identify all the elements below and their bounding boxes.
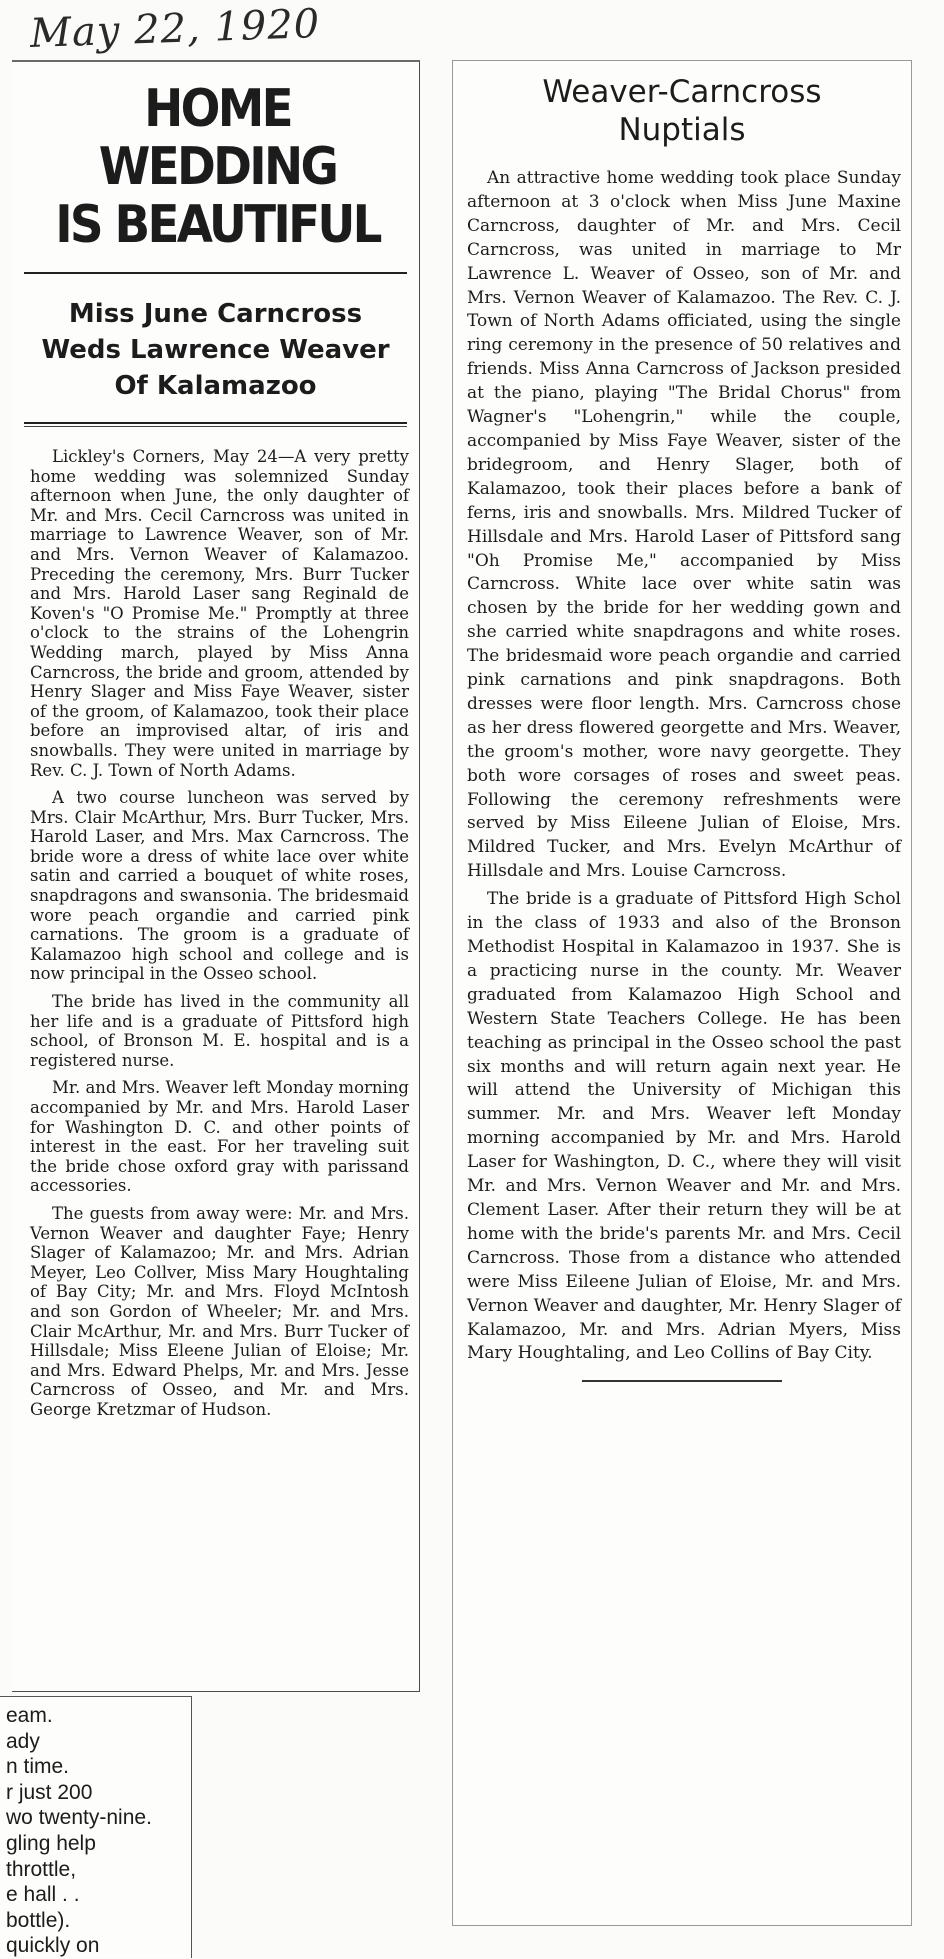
right-title-line-2: Nuptials bbox=[618, 112, 746, 148]
article-end-rule bbox=[582, 1380, 782, 1382]
right-title bbox=[461, 73, 903, 149]
left-paragraph: The guests from away were: Mr. and Mrs. Vernon Weaver and daughter Faye; Henry Slager of Kalamazoo; Mr. and Mrs. Adrian Meyer, Leo Collver, Miss Mary Houghtaling of Bay City; Mr. and Mrs. Floyd McIntosh and son Gordon of Wheeler; Mr. and Mrs. Clair McArthur, Mr. and Mrs. Burr Tucker of Hillsdale; Miss Eleene Julian of Eloise; Mr. and Mrs. Edward Phelps, Mr. and Mrs. Jesse Carncross of Osseo, and Mr. and Mrs. George Kretzmar of Hudson. bbox=[30, 1203, 409, 1419]
right-article-clipping bbox=[452, 60, 912, 1926]
left-article-body bbox=[30, 447, 409, 1420]
fragment-line: wo twenty-nine. bbox=[6, 1806, 152, 1830]
fragment-line: n time. bbox=[6, 1755, 70, 1779]
left-article-clipping bbox=[12, 60, 420, 1692]
fragment-line: ady bbox=[6, 1729, 40, 1753]
headline-line-1: HOME WEDDING bbox=[98, 79, 337, 197]
fragment-line: eam. bbox=[6, 1704, 53, 1727]
fragment-line: e hall . . bbox=[6, 1883, 80, 1907]
subhead-rule bbox=[24, 422, 407, 424]
right-paragraph: The bride is a graduate of Pittsford High Schol in the class of 1933 and also of the Bronson Methodist Hospital in Kalamazoo in 1937. She is a practicing nurse in the county. Mr. Weaver graduated from Kalamazoo High School and Western State Teachers College. He has been teaching as principal in the Osseo school the past six months and will return again next year. He will attend the University of Michigan this summer. Mr. and Mrs. Weaver left Monday morning accompanied by Mr. and Mrs. Harold Laser for Washington, D. C., where they will visit Mr. and Mrs. Vernon Weaver and Mr. and Mrs. Clement Laser. After their return they will be at home with the bride's parents Mr. and Mrs. Cecil Carncross. Those from a distance who attended were Miss Eileene Julian of Eloise, Mr. and Mrs. Vernon Weaver and daughter, Mr. Henry Slager of Kalamazoo, Mr. and Mrs. Adrian Myers, Miss Mary Houghtaling, and Leo Collins of Bay City. bbox=[467, 889, 901, 1364]
left-subhead bbox=[18, 296, 413, 404]
left-headline bbox=[45, 80, 390, 254]
headline-rule bbox=[24, 272, 407, 274]
fragment-line: gling help bbox=[6, 1831, 96, 1855]
left-paragraph: A two course luncheon was served by Mrs. Clair McArthur, Mrs. Burr Tucker, Mrs. Harold Laser, and Mrs. Max Carncross. The bride wore a dress of white lace over white satin and carried a bouquet of white roses, snapdragons and swansonia. The bridesmaid wore peach organdie and carried pink carnations. The groom is a graduate of Kalamazoo high school and college and is now principal in the Osseo school. bbox=[30, 788, 409, 984]
subhead-line-1: Miss June Carncross bbox=[68, 299, 363, 329]
right-article-body bbox=[467, 167, 901, 1366]
handwritten-date: May 22, 1920 bbox=[29, 0, 321, 58]
right-title-line-1: Weaver-Carncross bbox=[542, 74, 822, 110]
subhead-rule-thin bbox=[24, 426, 407, 427]
subhead-line-3: Of Kalamazoo bbox=[114, 371, 317, 401]
fragment-line: r just 200 bbox=[6, 1780, 93, 1804]
fragment-text bbox=[6, 1703, 191, 1959]
fragment-line: quickly on bbox=[6, 1934, 100, 1958]
left-paragraph: The bride has lived in the community all her life and is a graduate of Pittsford high school, of Bronson M. E. hospital and is a registered nurse. bbox=[30, 992, 409, 1070]
fragment-clipping bbox=[0, 1696, 192, 1958]
right-paragraph: An attractive home wedding took place Sunday afternoon at 3 o'clock when Miss June Maxine Carncross, daughter of Mr. and Mrs. Cecil Carncross, was united in marriage to Mr Lawrence L. Weaver of Osseo, son of Mr. and Mrs. Vernon Weaver of Kalamazoo. The Rev. C. J. Town of North Adams officiated, using the single ring ceremony in the presence of 50 relatives and friends. Miss Anna Carncross of Jackson presided at the piano, playing "The Bridal Chorus" from Wagner's "Lohengrin," while the couple, accompanied by Miss Faye Weaver, sister of the bridegroom, and Henry Slager, both of Kalamazoo, took their places before a bank of ferns, iris and snowballs. Mrs. Mildred Tucker of Hillsdale and Mrs. Harold Laser of Pittsford sang "Oh Promise Me," accompanied by Miss Carncross. White lace over white satin was chosen by the bride for her wedding gown and she carried white snapdragons and white roses. The bridesmaid wore peach organdie and carried pink carnations and pink snapdragons. Both dresses were floor length. Mrs. Carncross chose as her dress flowered georgette and Mrs. Weaver, the groom's mother, wore navy georgette. They both wore corsages of roses and sweet peas. Following the ceremony refreshments were served by Miss Eileene Julian of Eloise, Mrs. Mildred Tucker, and Mrs. Evelyn McArthur of Hillsdale and Mrs. Louise Carncross. bbox=[467, 168, 901, 882]
fragment-line: bottle). bbox=[6, 1908, 71, 1932]
subhead-line-2: Weds Lawrence Weaver bbox=[41, 335, 390, 365]
left-paragraph: Mr. and Mrs. Weaver left Monday morning accompanied by Mr. and Mrs. Harold Laser for Washington D. C. and other points of interest in the east. For her traveling suit the bride chose oxford gray with parissand accessories. bbox=[30, 1078, 409, 1196]
fragment-line: throttle, bbox=[6, 1857, 77, 1881]
headline-line-2: IS BEAUTIFUL bbox=[55, 195, 380, 255]
left-paragraph: Lickley's Corners, May 24—A very pretty home wedding was solemnized Sunday afternoon when June, the only daughter of Mr. and Mrs. Cecil Carncross was united in marriage to Lawrence Weaver, son of Mr. and Mrs. Vernon Weaver of Kalamazoo. Preceding the ceremony, Mrs. Burr Tucker and Mrs. Harold Laser sang Reginald de Koven's "O Promise Me." Promptly at three o'clock to the strains of the Lohengrin Wedding march, played by Miss Anna Carncross, the bride and groom, attended by Henry Slager and Miss Faye Weaver, sister of the groom, of Kalamazoo, took their place before an improvised altar, of iris and snowballs. They were united in marriage by Rev. C. J. Town of North Adams. bbox=[30, 447, 409, 780]
